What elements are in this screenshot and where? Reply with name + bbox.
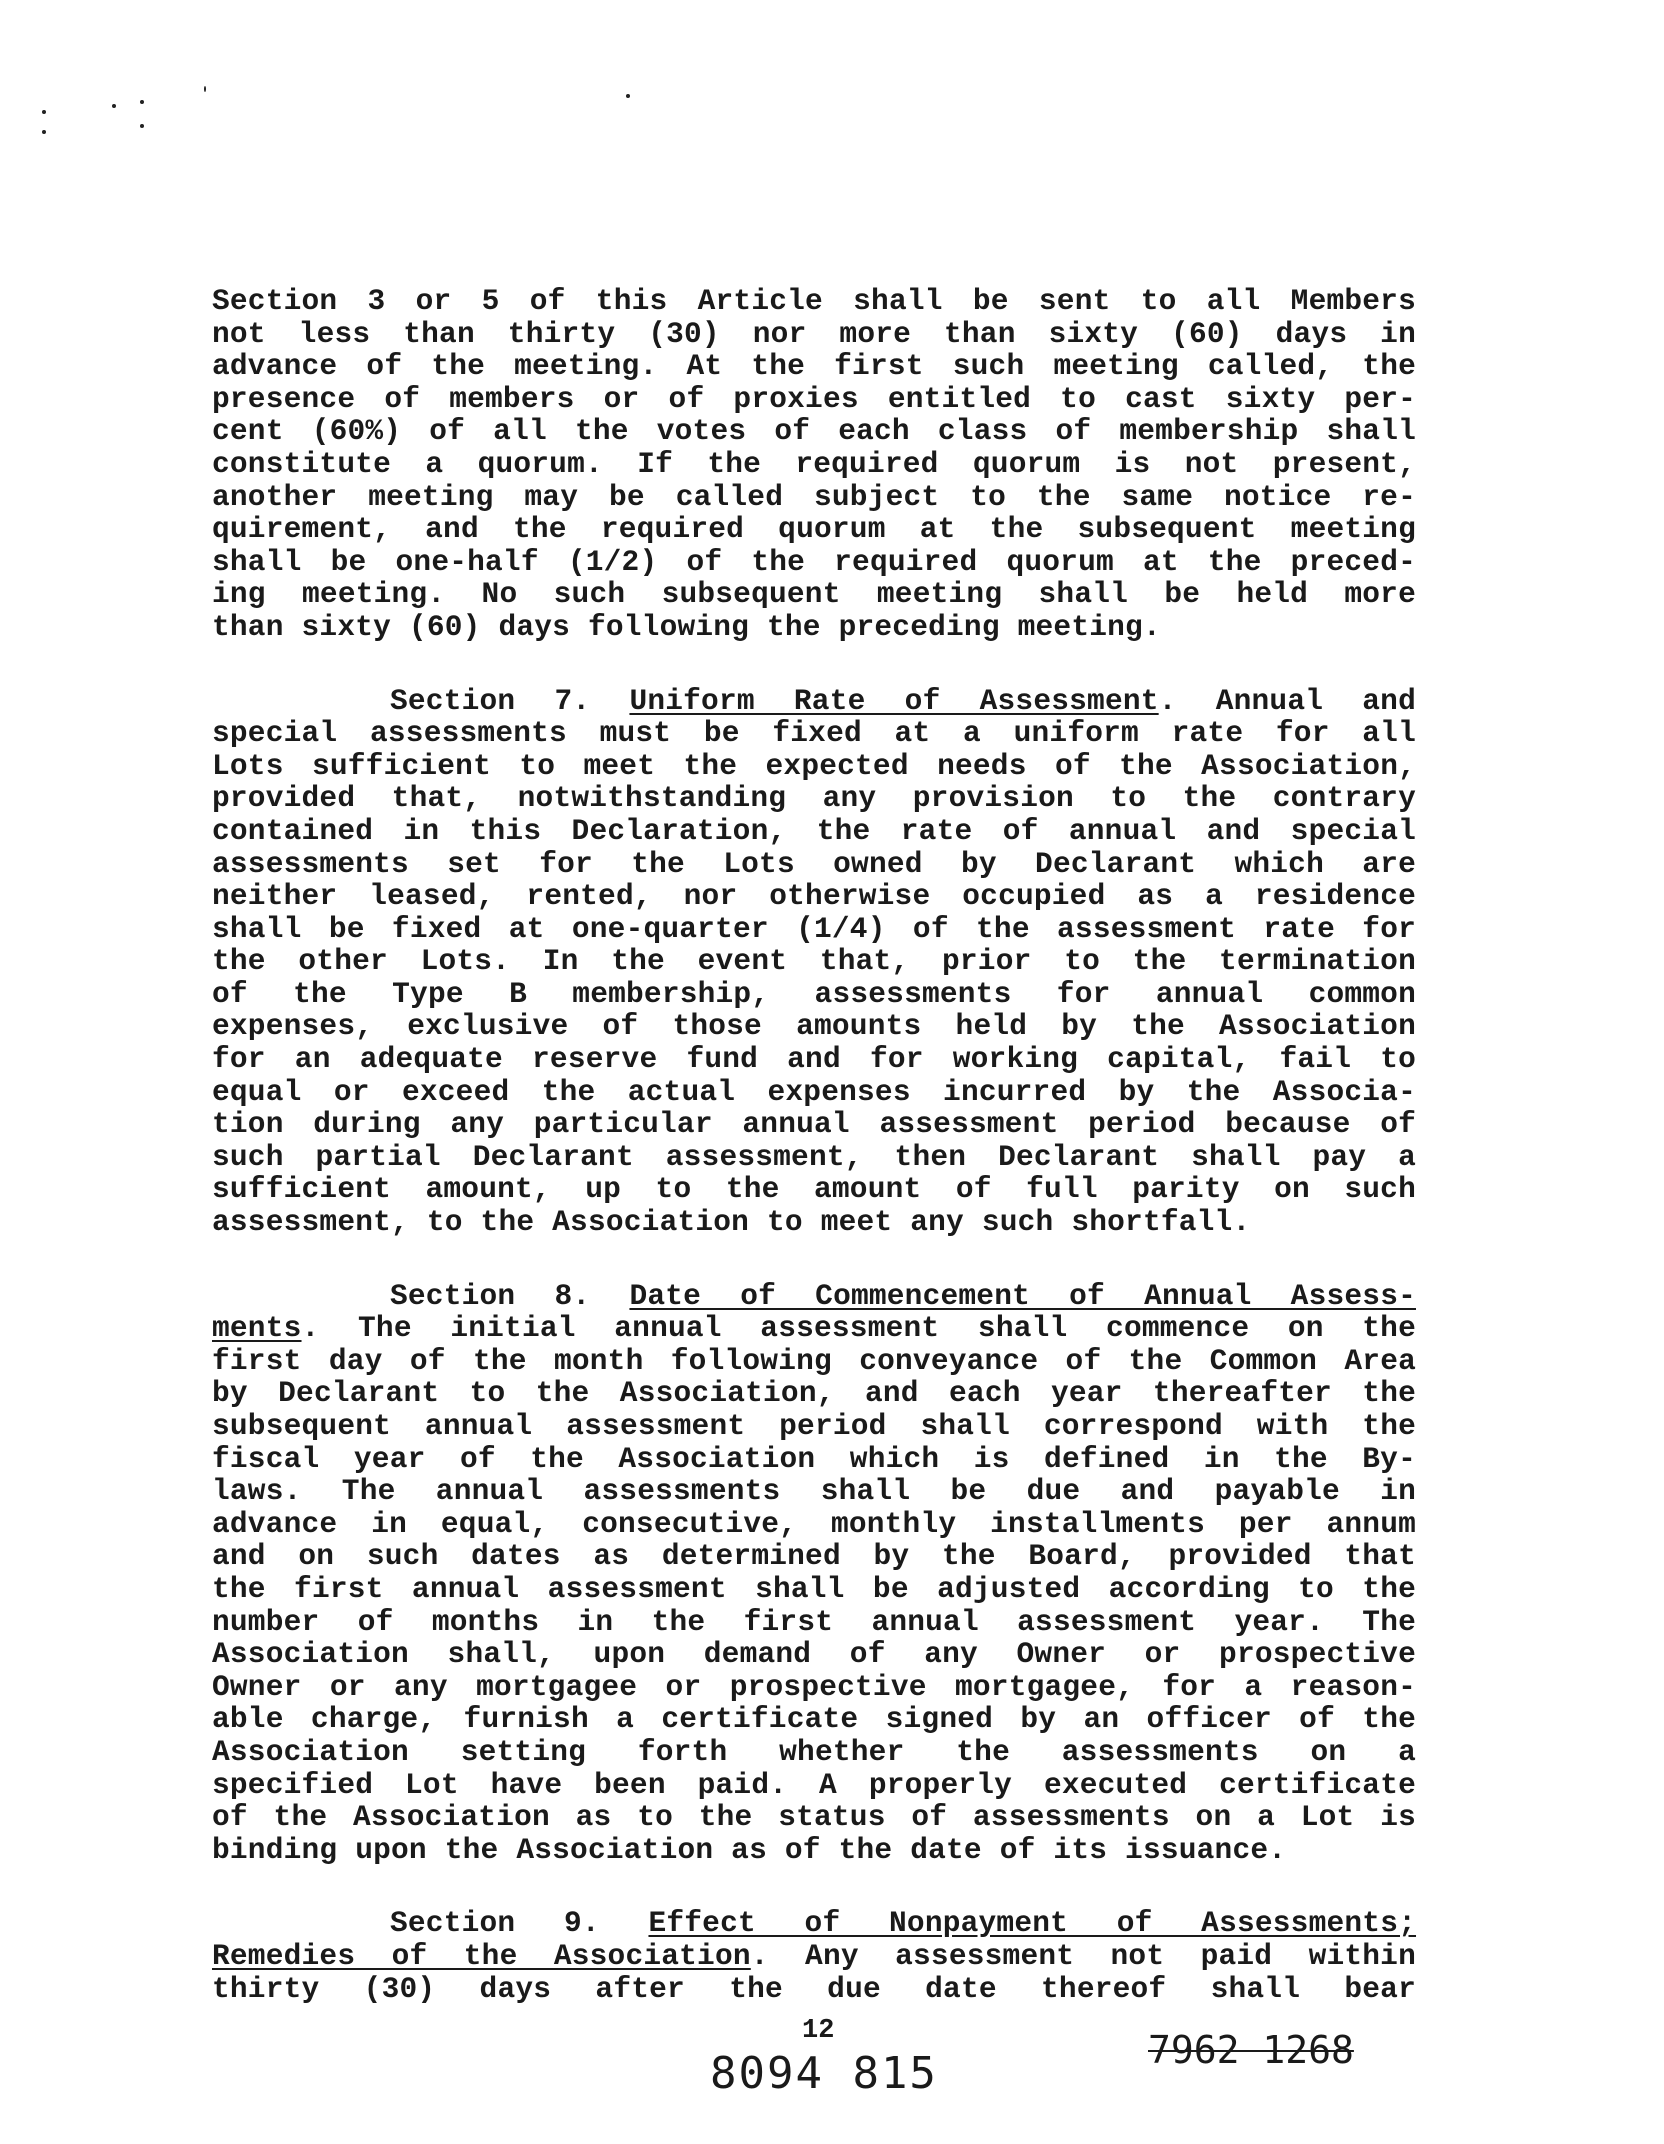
section-8-heading-cont: ments	[212, 1311, 302, 1346]
text-line: equal or exceed the actual expenses incurred by the Associa-	[212, 1074, 1416, 1109]
paragraph-continuation	[212, 285, 1416, 644]
section-8-heading: Date of Commencement of Annual Assess-	[629, 1278, 1416, 1313]
text-line: for an adequate reserve fund and for working capital, fail to	[212, 1042, 1416, 1077]
section-9-heading: Effect of Nonpayment of Assessments;	[648, 1906, 1417, 1941]
text-line: subsequent annual assessment period shall correspond with the	[212, 1409, 1416, 1443]
text-line: ing meeting. No such subsequent meeting shall be held more	[212, 577, 1416, 612]
struck-book-page-stamp: 7962 1268	[1148, 2028, 1354, 2072]
text-line: shall be fixed at one-quarter (1/4) of the assessment rate for	[212, 911, 1416, 946]
section-9-heading-line	[212, 1907, 1416, 1940]
book-page-stamp: 8094 815	[710, 2048, 938, 2099]
text-fragment: . Annual and	[1158, 683, 1416, 718]
text-line: binding upon the Association as of the date of its issuance.	[212, 1832, 1287, 1867]
section-9-label: Section 9.	[390, 1906, 600, 1941]
section-9	[212, 1907, 1416, 2005]
section-8-heading-line	[212, 1280, 1416, 1313]
text-line: such partial Declarant assessment, then Declarant shall pay a	[212, 1139, 1416, 1174]
text-line	[212, 1312, 1416, 1345]
body-text	[212, 285, 1416, 2005]
section-7-label: Section 7.	[390, 683, 591, 718]
text-line: than sixty (60) days following the preceding meeting.	[212, 609, 1161, 644]
text-line: cent (60%) of all the votes of each class of membership shall	[212, 414, 1416, 449]
text-line: special assessments must be fixed at a uniform rate for all	[212, 716, 1416, 751]
section-8	[212, 1280, 1416, 1867]
text-line: neither leased, rented, nor otherwise occupied as a residence	[212, 879, 1416, 914]
text-line: quirement, and the required quorum at the subsequent meeting	[212, 512, 1416, 547]
text-line: and on such dates as determined by the Board, provided that	[212, 1539, 1416, 1574]
section-7-heading: Uniform Rate of Assessment	[629, 683, 1159, 718]
text-line: not less than thirty (30) nor more than sixty (60) days in	[212, 316, 1416, 351]
text-line: shall be one-half (1/2) of the required quorum at the preced-	[212, 544, 1416, 579]
text-line: of the Association as to the status of assessments on a Lot is	[212, 1800, 1416, 1835]
section-9-heading-cont: Remedies of the Association	[212, 1938, 751, 1973]
section-7	[212, 685, 1416, 1239]
text-line: Owner or any mortgagee or prospective mortgagee, for a reason-	[212, 1669, 1416, 1704]
text-line: another meeting may be called subject to the same notice re-	[212, 479, 1416, 514]
text-line: Lots sufficient to meet the expected needs of the Association,	[212, 748, 1416, 783]
text-line: constitute a quorum. If the required quorum is not present,	[212, 446, 1416, 481]
text-line: assessment, to the Association to meet any such shortfall.	[212, 1205, 1251, 1240]
text-line	[212, 1940, 1416, 1973]
text-line: of the Type B membership, assessments for annual common	[212, 976, 1416, 1011]
text-line: expenses, exclusive of those amounts held by the Association	[212, 1009, 1416, 1044]
text-line: sufficient amount, up to the amount of full parity on such	[212, 1172, 1416, 1207]
text-line: the first annual assessment shall be adjusted according to the	[212, 1571, 1416, 1606]
text-line: presence of members or of proxies entitled to cast sixty per-	[212, 381, 1416, 416]
text-line: number of months in the first annual assessment year. The	[212, 1604, 1416, 1639]
text-line: Association setting forth whether the assessments on a	[212, 1734, 1416, 1769]
text-line: laws. The annual assessments shall be due and payable in	[212, 1474, 1416, 1509]
text-fragment: . Any assessment not paid within	[750, 1938, 1416, 1973]
text-line: the other Lots. In the event that, prior to the termination	[212, 944, 1416, 979]
text-line: Association shall, upon demand of any Owner or prospective	[212, 1637, 1416, 1672]
text-line: specified Lot have been paid. A properly executed certificate	[212, 1767, 1416, 1802]
text-line: able charge, furnish a certificate signed by an officer of the	[212, 1702, 1416, 1737]
section-8-label: Section 8.	[390, 1278, 591, 1313]
text-line: advance of the meeting. At the first such meeting called, the	[212, 349, 1416, 384]
text-line: contained in this Declaration, the rate of annual and special	[212, 813, 1416, 848]
text-line: provided that, notwithstanding any provision to the contrary	[212, 781, 1416, 816]
text-line: assessments set for the Lots owned by Declarant which are	[212, 846, 1416, 881]
text-fragment: . The initial annual assessment shall commence on the	[301, 1311, 1416, 1346]
text-line: Section 3 or 5 of this Article shall be sent to all Members	[212, 284, 1416, 318]
text-line: by Declarant to the Association, and each year thereafter the	[212, 1376, 1416, 1411]
text-line: tion during any particular annual assessment period because of	[212, 1107, 1416, 1142]
section-7-heading-line	[212, 685, 1416, 718]
text-line: advance in equal, consecutive, monthly installments per annum	[212, 1506, 1416, 1541]
page-number: 12	[802, 2016, 835, 2046]
text-line: fiscal year of the Association which is defined in the By-	[212, 1441, 1416, 1476]
text-line: thirty (30) days after the due date thereof shall bear	[212, 1971, 1416, 2006]
text-line: first day of the month following conveyance of the Common Area	[212, 1343, 1416, 1378]
